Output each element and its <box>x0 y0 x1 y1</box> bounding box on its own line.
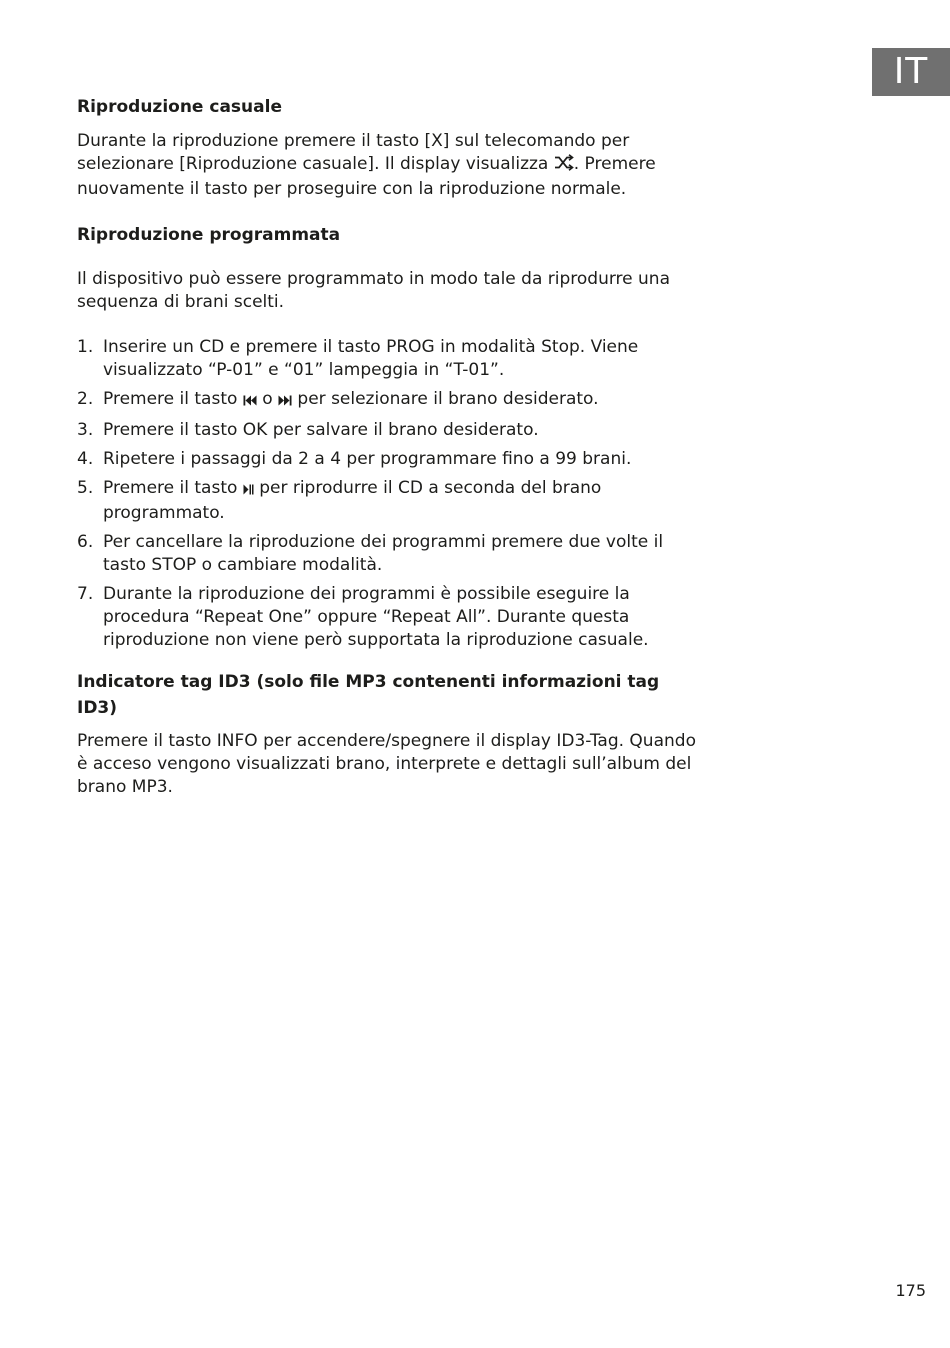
list-item <box>77 419 697 442</box>
step-number: 6. <box>77 532 94 553</box>
step-text-post: per riprodurre il CD a seconda del brano programmato. <box>103 478 602 523</box>
programmed-playback-intro: Il dispositivo può essere programmato in modo tale da riprodurre una sequenza di brani scelti. <box>77 269 670 313</box>
random-playback-text <box>77 130 697 200</box>
step-number: 3. <box>77 419 94 440</box>
step-text-mid: o <box>256 388 279 409</box>
page-number: 175 <box>895 1281 926 1300</box>
step-number: 1. <box>77 336 94 357</box>
step-text-pre: Premere il tasto <box>103 388 243 409</box>
play-pause-icon <box>243 479 254 502</box>
manual-content <box>77 94 697 799</box>
section-title-id3-tag: Indicatore tag ID3 (solo file MP3 contenenti informazioni tag ID3) <box>77 672 660 719</box>
step-text-pre: Premere il tasto <box>103 478 243 499</box>
section-title-random-playback: Riproduzione casuale <box>77 97 282 117</box>
shuffle-icon <box>554 154 574 178</box>
id3-tag-text: Premere il tasto INFO per accendere/spegnere il display ID3-Tag. Quando è acceso vengono visualizzati brano, interprete e dettagli sull’album del brano MP3. <box>77 731 696 797</box>
step-text-post: per selezionare il brano desiderato. <box>292 388 599 409</box>
skip-forward-icon <box>278 390 292 413</box>
step-text: Durante la riproduzione dei programmi è possibile eseguire la procedura “Repeat One” oppure “Repeat All”. Durante questa riproduzione non viene però supportata la riproduzione casuale. <box>103 583 649 650</box>
language-tab: IT <box>872 48 950 96</box>
step-number: 5. <box>77 478 94 499</box>
step-text: Inserire un CD e premere il tasto PROG in modalità Stop. Viene visualizzato “P-01” e “01” lampeggia in “T-01”. <box>103 336 639 380</box>
random-text-before: Durante la riproduzione premere il tasto [X] sul telecomando per selezionare [Riproduzione casuale]. Il display visualizza <box>77 131 630 174</box>
list-item <box>77 388 697 413</box>
list-item <box>77 477 697 525</box>
list-item <box>77 336 697 382</box>
step-text: Ripetere i passaggi da 2 a 4 per programmare fino a 99 brani. <box>103 449 632 470</box>
programming-steps-list <box>77 336 697 651</box>
step-number: 7. <box>77 583 94 604</box>
step-text: Per cancellare la riproduzione dei programmi premere due volte il tasto STOP o cambiare modalità. <box>103 532 664 575</box>
step-number: 2. <box>77 388 94 409</box>
section-title-programmed-playback: Riproduzione programmata <box>77 225 341 246</box>
list-item <box>77 583 697 651</box>
list-item <box>77 531 697 577</box>
step-number: 4. <box>77 449 94 470</box>
skip-back-icon <box>243 390 257 413</box>
step-text: Premere il tasto OK per salvare il brano desiderato. <box>103 419 539 440</box>
list-item <box>77 448 697 471</box>
random-text-after: . Premere nuovamente il tasto per proseguire con la riproduzione normale. <box>77 153 656 199</box>
